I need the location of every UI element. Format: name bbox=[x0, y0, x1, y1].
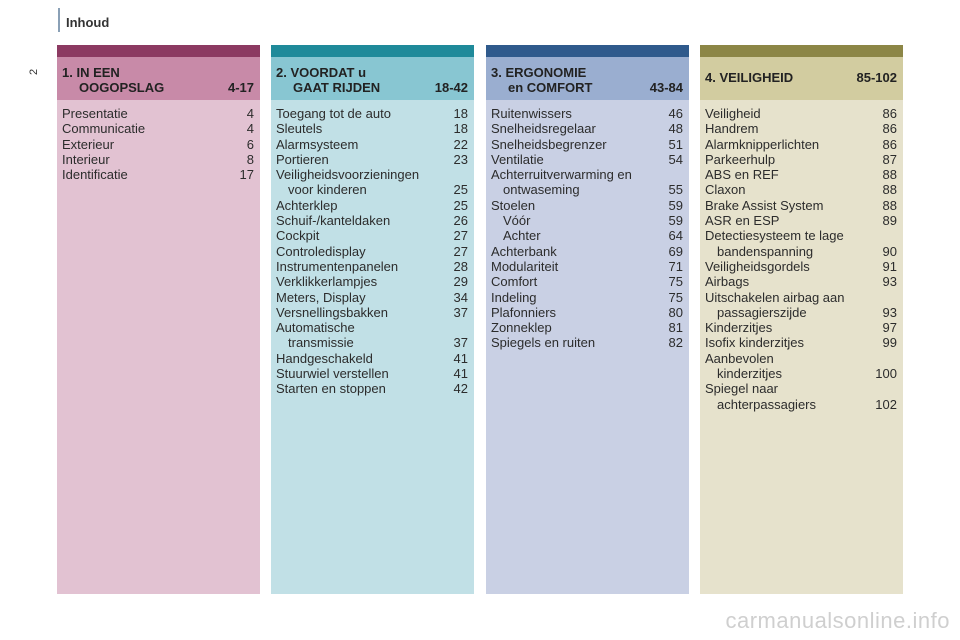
toc-entry-label: Spiegels en ruiten bbox=[491, 335, 596, 351]
toc-entry[interactable] bbox=[276, 305, 468, 320]
toc-entry[interactable] bbox=[491, 335, 683, 350]
toc-list bbox=[271, 100, 474, 397]
toc-entry-page: 18 bbox=[453, 106, 468, 121]
toc-entry-label: Aanbevolen bbox=[705, 350, 774, 366]
toc-entry-label: bandenspanning bbox=[717, 243, 814, 259]
toc-entry[interactable] bbox=[705, 152, 897, 167]
toc-entry[interactable] bbox=[705, 274, 897, 289]
toc-entry[interactable] bbox=[705, 121, 897, 136]
toc-entry[interactable] bbox=[62, 106, 254, 121]
toc-entry[interactable] bbox=[62, 152, 254, 167]
toc-entry-page: 17 bbox=[239, 167, 254, 183]
section-title-line1: 2. VOORDAT u bbox=[276, 65, 367, 80]
toc-entry-page: 27 bbox=[453, 228, 468, 244]
toc-entry[interactable] bbox=[705, 106, 897, 121]
toc-entry-label: Schuif-/kanteldaken bbox=[276, 213, 391, 229]
toc-entry-label: Alarmknipperlichten bbox=[705, 136, 820, 152]
toc-entry-label: Snelheidsregelaar bbox=[491, 121, 596, 137]
toc-entry[interactable] bbox=[276, 106, 468, 121]
toc-entry[interactable] bbox=[491, 137, 683, 152]
toc-entry[interactable] bbox=[62, 137, 254, 152]
toc-entry-label: ASR en ESP bbox=[705, 213, 780, 229]
section-title-line2: en COMFORT bbox=[508, 80, 593, 95]
toc-entry[interactable] bbox=[62, 167, 254, 182]
toc-entry-label: Stuurwiel verstellen bbox=[276, 366, 389, 382]
header-accent-bar bbox=[58, 8, 60, 32]
toc-list bbox=[486, 100, 689, 351]
toc-entry[interactable] bbox=[491, 198, 683, 213]
toc-entry[interactable] bbox=[491, 228, 683, 243]
toc-entry-page: 86 bbox=[882, 136, 897, 152]
toc-entry-page: 6 bbox=[246, 136, 254, 152]
toc-entry-label: Meters, Display bbox=[276, 289, 366, 305]
toc-entry-label: ABS en REF bbox=[705, 167, 779, 183]
toc-entry-page: 88 bbox=[882, 197, 897, 213]
section-body bbox=[57, 100, 260, 594]
section-stripe bbox=[486, 45, 689, 57]
toc-entry-page: 8 bbox=[246, 151, 254, 167]
toc-entry[interactable] bbox=[705, 320, 897, 335]
toc-entry-label: Stoelen bbox=[491, 197, 536, 213]
toc-entry[interactable] bbox=[276, 366, 468, 381]
toc-entry-page bbox=[873, 228, 897, 243]
toc-entry-label: Veiligheidsvoorzieningen bbox=[276, 167, 420, 183]
section-body bbox=[486, 100, 689, 594]
toc-entry[interactable] bbox=[491, 167, 683, 182]
toc-entry[interactable] bbox=[705, 335, 897, 350]
toc-entry-page: 41 bbox=[453, 366, 468, 382]
toc-entry-page bbox=[444, 320, 468, 335]
toc-entry-page: 59 bbox=[668, 213, 683, 229]
toc-entry[interactable] bbox=[491, 320, 683, 335]
toc-entry-page: 23 bbox=[453, 151, 468, 167]
toc-entry-label: ontwaseming bbox=[503, 182, 580, 198]
toc-entry-page: 89 bbox=[882, 213, 897, 229]
toc-entry-label: transmissie bbox=[288, 335, 354, 351]
toc-entry[interactable] bbox=[62, 121, 254, 136]
page-number: 2 bbox=[28, 68, 40, 75]
toc-entry[interactable] bbox=[705, 228, 897, 243]
toc-entry[interactable] bbox=[276, 182, 468, 197]
toc-entry[interactable] bbox=[491, 259, 683, 274]
toc-entry-label: Interieur bbox=[62, 151, 110, 167]
toc-entry-page: 88 bbox=[882, 182, 897, 198]
toc-entry-label: passagierszijde bbox=[717, 304, 807, 320]
toc-entry-page: 82 bbox=[668, 335, 683, 351]
toc-entry-page bbox=[873, 351, 897, 366]
section-header[interactable] bbox=[700, 57, 903, 100]
toc-entry[interactable] bbox=[491, 213, 683, 228]
toc-entry-label: Zonneklep bbox=[491, 320, 552, 336]
toc-entry-label: Automatische bbox=[276, 320, 355, 336]
toc-entry[interactable] bbox=[276, 320, 468, 335]
section-stripe bbox=[271, 45, 474, 57]
toc-entry-page: 48 bbox=[668, 121, 683, 137]
toc-entry-label: Toegang tot de auto bbox=[276, 106, 391, 121]
toc-entry-page: 28 bbox=[453, 258, 468, 274]
toc-entry-page: 93 bbox=[882, 274, 897, 290]
section-title-line2: OOGOPSLAG bbox=[79, 80, 165, 95]
toc-entry[interactable] bbox=[705, 305, 897, 320]
toc-entry[interactable] bbox=[276, 335, 468, 350]
toc-entry[interactable] bbox=[705, 381, 897, 396]
toc-entry-label: Veiligheidsgordels bbox=[705, 258, 810, 274]
toc-entry[interactable] bbox=[705, 182, 897, 197]
toc-entry-page: 59 bbox=[668, 197, 683, 213]
toc-entry-label: voor kinderen bbox=[288, 182, 367, 198]
section-header[interactable] bbox=[486, 57, 689, 100]
toc-entry[interactable] bbox=[705, 397, 897, 412]
section-column-2 bbox=[271, 45, 474, 594]
toc-entry-page: 86 bbox=[882, 121, 897, 137]
toc-entry-label: Cockpit bbox=[276, 228, 320, 244]
toc-entry[interactable] bbox=[705, 213, 897, 228]
toc-entry-page: 54 bbox=[668, 151, 683, 167]
section-column-3 bbox=[486, 45, 689, 594]
toc-entry-label: Kinderzitjes bbox=[705, 320, 773, 336]
toc-entry-label: Snelheidsbegrenzer bbox=[491, 136, 607, 152]
toc-entry-label: Ventilatie bbox=[491, 151, 544, 167]
toc-entry-page: 26 bbox=[453, 213, 468, 229]
toc-entry[interactable] bbox=[491, 106, 683, 121]
toc-entry[interactable] bbox=[491, 244, 683, 259]
toc-entry-label: Achterbank bbox=[491, 243, 557, 259]
toc-entry-page: 97 bbox=[882, 320, 897, 336]
toc-entry[interactable] bbox=[276, 381, 468, 396]
toc-entry[interactable] bbox=[491, 182, 683, 197]
toc-entry[interactable] bbox=[705, 366, 897, 381]
toc-entry-label: Detectiesysteem te lage bbox=[705, 228, 844, 244]
toc-entry[interactable] bbox=[491, 152, 683, 167]
toc-entry-page bbox=[873, 290, 897, 305]
toc-entry-label: achterpassagiers bbox=[717, 396, 816, 412]
toc-entry-page: 75 bbox=[668, 289, 683, 305]
toc-entry-page: 25 bbox=[453, 182, 468, 198]
toc-entry-page: 34 bbox=[453, 289, 468, 305]
toc-entry-page bbox=[659, 167, 683, 182]
toc-entry[interactable] bbox=[276, 121, 468, 136]
toc-entry[interactable] bbox=[276, 244, 468, 259]
toc-entry[interactable] bbox=[491, 121, 683, 136]
toc-entry[interactable] bbox=[276, 290, 468, 305]
toc-entry-label: Parkeerhulp bbox=[705, 151, 776, 167]
toc-entry-page: 29 bbox=[453, 274, 468, 290]
toc-entry[interactable] bbox=[276, 213, 468, 228]
toc-entry-page: 71 bbox=[668, 258, 683, 274]
toc-entry-page: 81 bbox=[668, 320, 683, 336]
toc-entry-label: Brake Assist System bbox=[705, 197, 824, 213]
toc-entry-page: 41 bbox=[453, 350, 468, 366]
toc-entry[interactable] bbox=[705, 198, 897, 213]
toc-entry-page: 37 bbox=[453, 304, 468, 320]
section-title: 4. VEILIGHEID bbox=[705, 70, 794, 85]
toc-entry-label: Vóór bbox=[503, 213, 531, 229]
toc-entry-page: 27 bbox=[453, 243, 468, 259]
toc-entry-label: Alarmsysteem bbox=[276, 136, 359, 152]
toc-list bbox=[57, 100, 260, 182]
section-title-line1: 1. IN EEN bbox=[62, 65, 120, 80]
toc-entry-page: 64 bbox=[668, 228, 683, 244]
toc-entry-page: 69 bbox=[668, 243, 683, 259]
toc-entry-label: Achterruitverwarming en bbox=[491, 167, 632, 183]
toc-entry-label: Verklikkerlampjes bbox=[276, 274, 378, 290]
toc-entry-page: 90 bbox=[882, 243, 897, 259]
toc-entry-label: Handgeschakeld bbox=[276, 350, 373, 366]
toc-entry[interactable] bbox=[705, 290, 897, 305]
toc-list bbox=[700, 100, 903, 412]
toc-entry-label: Instrumentenpanelen bbox=[276, 258, 399, 274]
toc-entry[interactable] bbox=[276, 167, 468, 182]
section-page-range: 4-17 bbox=[227, 80, 254, 95]
section-header[interactable] bbox=[271, 57, 474, 100]
toc-entry[interactable] bbox=[705, 167, 897, 182]
toc-entry-label: Handrem bbox=[705, 121, 759, 137]
toc-entry-label: Exterieur bbox=[62, 136, 115, 152]
toc-entry-label: Airbags bbox=[705, 274, 750, 290]
toc-entry-label: kinderzitjes bbox=[717, 366, 783, 382]
toc-entry-label: Isofix kinderzitjes bbox=[705, 335, 804, 351]
toc-entry-page: 42 bbox=[453, 381, 468, 397]
section-page-range: 43-84 bbox=[649, 80, 683, 95]
toc-entry-page: 87 bbox=[882, 151, 897, 167]
toc-entry[interactable] bbox=[491, 305, 683, 320]
toc-entry-label: Controledisplay bbox=[276, 243, 366, 259]
toc-entry-label: Claxon bbox=[705, 182, 746, 198]
toc-entry-page: 100 bbox=[875, 366, 897, 382]
toc-entry-label: Presentatie bbox=[62, 106, 128, 121]
page-title: Inhoud bbox=[66, 15, 110, 30]
toc-entry-page: 46 bbox=[668, 106, 683, 121]
toc-entry-label: Communicatie bbox=[62, 121, 146, 137]
toc-entry-label: Achterklep bbox=[276, 197, 338, 213]
section-title-line1: 3. ERGONOMIE bbox=[491, 65, 587, 80]
toc-entry-page bbox=[873, 381, 897, 396]
toc-entry-page: 80 bbox=[668, 304, 683, 320]
toc-entry-label: Sleutels bbox=[276, 121, 323, 137]
toc-entry[interactable] bbox=[491, 290, 683, 305]
toc-entry-page bbox=[444, 167, 468, 182]
section-page-range: 85-102 bbox=[856, 70, 897, 85]
section-stripe bbox=[57, 45, 260, 57]
toc-entry-page: 75 bbox=[668, 274, 683, 290]
watermark: carmanualsonline.info bbox=[725, 608, 950, 633]
section-body bbox=[700, 100, 903, 594]
toc-entry[interactable] bbox=[276, 228, 468, 243]
toc-entry[interactable] bbox=[276, 137, 468, 152]
toc-entry-label: Versnellingsbakken bbox=[276, 304, 389, 320]
toc-entry[interactable] bbox=[276, 351, 468, 366]
toc-entry[interactable] bbox=[705, 351, 897, 366]
toc-entry-label: Veiligheid bbox=[705, 106, 761, 121]
section-title-line2: GAAT RIJDEN bbox=[293, 80, 381, 95]
section-body bbox=[271, 100, 474, 594]
toc-entry-page: 55 bbox=[668, 182, 683, 198]
toc-entry[interactable] bbox=[276, 274, 468, 289]
toc-entry-label: Indeling bbox=[491, 289, 537, 305]
section-column-1 bbox=[57, 45, 260, 594]
toc-entry-label: Modulariteit bbox=[491, 258, 559, 274]
toc-entry-page: 102 bbox=[875, 396, 897, 412]
section-stripe bbox=[700, 45, 903, 57]
toc-entry-label: Starten en stoppen bbox=[276, 381, 386, 397]
toc-entry-page: 25 bbox=[453, 197, 468, 213]
toc-entry-label: Achter bbox=[503, 228, 541, 244]
toc-entry[interactable] bbox=[705, 137, 897, 152]
toc-entry-label: Ruitenwissers bbox=[491, 106, 572, 121]
toc-entry-page: 91 bbox=[882, 258, 897, 274]
toc-entry[interactable] bbox=[491, 274, 683, 289]
toc-entry[interactable] bbox=[705, 244, 897, 259]
toc-entry-label: Spiegel naar bbox=[705, 381, 778, 397]
toc-entry[interactable] bbox=[276, 259, 468, 274]
section-page-range: 18-42 bbox=[434, 80, 468, 95]
toc-entry-page: 51 bbox=[668, 136, 683, 152]
toc-entry-page: 99 bbox=[882, 335, 897, 351]
toc-entry-page: 93 bbox=[882, 304, 897, 320]
toc-entry[interactable] bbox=[276, 198, 468, 213]
toc-entry-label: Portieren bbox=[276, 151, 329, 167]
toc-entry-page: 37 bbox=[453, 335, 468, 351]
toc-entry-label: Plafonniers bbox=[491, 304, 557, 320]
toc-entry[interactable] bbox=[705, 259, 897, 274]
toc-entry-page: 4 bbox=[246, 121, 254, 137]
toc-entry-page: 18 bbox=[453, 121, 468, 137]
toc-entry[interactable] bbox=[276, 152, 468, 167]
toc-entry-page: 88 bbox=[882, 167, 897, 183]
toc-entry-label: Uitschakelen airbag aan bbox=[705, 289, 845, 305]
toc-entry-label: Comfort bbox=[491, 274, 538, 290]
toc-entry-page: 4 bbox=[246, 106, 254, 121]
section-column-4 bbox=[700, 45, 903, 594]
section-header[interactable] bbox=[57, 57, 260, 100]
toc-entry-page: 86 bbox=[882, 106, 897, 121]
toc-entry-label: Identificatie bbox=[62, 167, 128, 183]
toc-entry-page: 22 bbox=[453, 136, 468, 152]
